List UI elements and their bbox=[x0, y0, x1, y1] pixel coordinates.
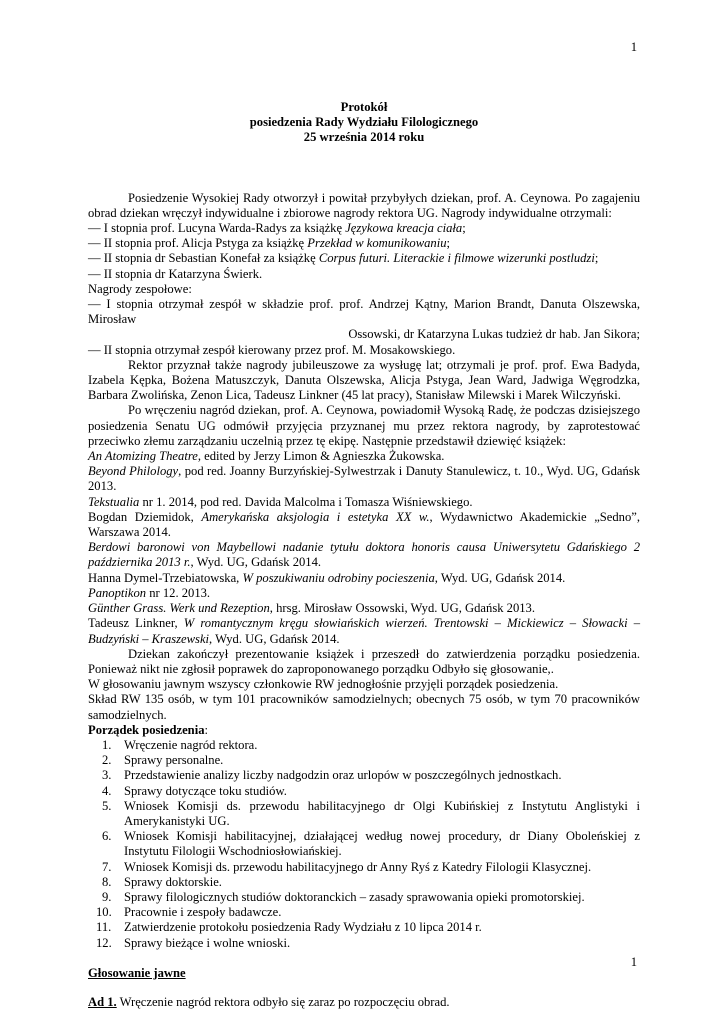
document-body bbox=[88, 100, 640, 1010]
agenda-item: 6. Wniosek Komisji habilitacyjnej, działającej według nowej procedury, dr Diany Oboleńskiej z Instytutu Filologii Wschodniosłowiańskiej. bbox=[102, 829, 640, 859]
agenda-heading: Porządek posiedzenia: bbox=[88, 722, 208, 737]
agenda-item: 9. Sprawy filologicznych studiów doktoranckich – zasady sprawowania opieki promotorskiej. bbox=[102, 889, 585, 904]
doc-date: 25 września 2014 roku bbox=[303, 130, 425, 145]
agenda-item: 2. Sprawy personalne. bbox=[102, 753, 224, 768]
agenda-item: 4. Sprawy dotyczące toku studiów. bbox=[102, 783, 287, 798]
council-composition: Skład RW 135 osób, w tym 101 pracowników samodzielnych; obecnych 75 osób, w tym 70 pracowników samodzielnych. bbox=[88, 692, 640, 722]
team-awards-label: Nagrody zespołowe: bbox=[88, 281, 192, 296]
books-list bbox=[88, 449, 640, 647]
book-entry: Bogdan Dziemidok, Amerykańska aksjologia i estetyka XX w., Wydawnictwo Akademickie „Sedno”, Warszawa 2014. bbox=[88, 509, 641, 540]
agenda-item: 3. Przedstawienie analizy liczby nadgodzin oraz urlopów w poszczególnych jednostkach. bbox=[102, 768, 562, 783]
closing-paragraph: Dziekan zakończył prezentowanie książek i przeszedł do zatwierdzenia porządku posiedzenia. Ponieważ nikt nie zgłosił poprawek do zaproponowanego porządku Odbyło się głosowanie,. bbox=[88, 646, 640, 676]
award-line: — II stopnia dr Katarzyna Świerk. bbox=[88, 266, 263, 281]
award-line: — II stopnia prof. Alicja Pstyga za książkę Przekład w komunikowaniu; bbox=[88, 236, 451, 251]
book-entry: Günther Grass. Werk und Rezeption, hrsg. Mirosław Ossowski, Wyd. UG, Gdańsk 2013. bbox=[88, 601, 536, 616]
voting-heading: Głosowanie jawne bbox=[88, 965, 186, 980]
page-number-top: 1 bbox=[630, 40, 637, 54]
book-entry: Hanna Dymel-Trzebiatowska, W poszukiwaniu odrobiny pocieszenia, Wyd. UG, Gdańsk 2014. bbox=[88, 570, 566, 585]
doc-subtitle: posiedzenia Rady Wydziału Filologicznego bbox=[249, 115, 479, 130]
agenda-item: 8. Sprawy doktorskie. bbox=[102, 874, 222, 889]
agenda-list bbox=[88, 738, 640, 951]
ad1-paragraph: Ad 1. Wręczenie nagród rektora odbyło się zaraz po rozpoczęciu obrad. bbox=[88, 994, 450, 1009]
book-entry: Tekstualia nr 1. 2014, pod red. Davida Malcolma i Tomasza Wiśniewskiego. bbox=[88, 494, 473, 509]
book-entry: An Atomizing Theatre, edited by Jerzy Limon & Agnieszka Żukowska. bbox=[88, 449, 445, 464]
team-award-1-line2: Ossowski, dr Katarzyna Lukas tudzież dr hab. Jan Sikora; bbox=[348, 327, 640, 342]
agenda-item: 10. Pracownie i zespoły badawcze. bbox=[96, 905, 282, 920]
page-number-bottom: 1 bbox=[630, 955, 637, 969]
book-entry: Tadeusz Linkner, W romantycznym kręgu słowiańskich wierzeń. Trentowski – Mickiewicz – Słowacki – Budzyński – Kraszewski, Wyd. UG, Gdańsk 2014. bbox=[88, 616, 640, 646]
agenda-item: 11. Zatwierdzenie protokołu posiedzenia Rady Wydziału z 10 lipca 2014 r. bbox=[96, 920, 482, 935]
agenda-item: 12. Sprawy bieżące i wolne wnioski. bbox=[96, 935, 291, 950]
agenda-item: 7. Wniosek Komisji ds. przewodu habilitacyjnego dr Anny Ryś z Katedry Filologii Klasycznej. bbox=[102, 859, 592, 874]
book-entry: Panoptikon nr 12. 2013. bbox=[88, 585, 211, 600]
jubilee-paragraph: Rektor przyznał także nagrody jubileuszowe za wysługę lat; otrzymali je prof. prof. Ewa Badyda, Izabela Kępka, Bożena Matuszczyk, Danuta Olszewska, Alicja Pstyga, Jean Ward, Jadwiga Węgrodzka, Barbara Zwolińska, Zenon Lica, Tadeusz Linkner (45 lat pracy), Stanisław Milewski i Marek Wilczyński. bbox=[88, 357, 640, 403]
vote-result: W głosowaniu jawnym wszyscy członkowie RW jednogłośnie przyjęli porządek posiedzenia. bbox=[88, 677, 559, 692]
intro-paragraph: Posiedzenie Wysokiej Rady otworzył i powitał przybyłych dziekan, prof. A. Ceynowa. Po zagajeniu obrad dziekan wręczył indywidualne i zbiorowe nagrody rektora UG. Nagrody indywidualne otrzymali: bbox=[88, 190, 640, 220]
book-entry: Berdowi baronowi von Maybellowi nadanie tytułu doktora honoris causa Uniwersytetu Gdańskiego 2 października 2013 r., Wyd. UG, Gdańsk 2014. bbox=[88, 540, 640, 570]
award-line: — I stopnia prof. Lucyna Warda-Radys za książkę Językowa kreacja ciała; bbox=[88, 221, 466, 236]
individual-awards-list bbox=[88, 221, 640, 282]
award-line: — II stopnia dr Sebastian Konefał za książkę Corpus futuri. Literackie i filmowe wizerunki postludzi; bbox=[88, 251, 599, 266]
team-award-1-line1: — I stopnia otrzymał zespół w składzie prof. prof. Andrzej Kątny, Marion Brandt, Danuta Olszewska, Mirosław bbox=[88, 297, 640, 327]
doc-title: Protokół bbox=[340, 100, 388, 114]
book-entry: Beyond Philology, pod red. Joanny Burzyńskiej-Sylwestrzak i Danuty Stanulewicz, t. 10., Wyd. UG, Gdańsk 2013. bbox=[88, 464, 640, 494]
dean-statement-paragraph: Po wręczeniu nagród dziekan, prof. A. Ceynowa, powiadomił Wysoką Radę, że podczas dzisiejszego posiedzenia Senatu UG odmówił przyjęcia przyznanej mu przez rektora nagrody, by zaprotestować przeciwko złemu zarządzaniu uczelnią przez tę ekipę. Następnie przedstawił dziewięć książek: bbox=[88, 403, 640, 448]
agenda-item: 5. Wniosek Komisji ds. przewodu habilitacyjnego dr Olgi Kubińskiej z Instytutu Anglistyki i Amerykanistyki UG. bbox=[102, 798, 640, 828]
team-award-2: — II stopnia otrzymał zespół kierowany przez prof. M. Mosakowskiego. bbox=[88, 342, 456, 357]
agenda-item: 1. Wręczenie nagród rektora. bbox=[102, 737, 258, 752]
